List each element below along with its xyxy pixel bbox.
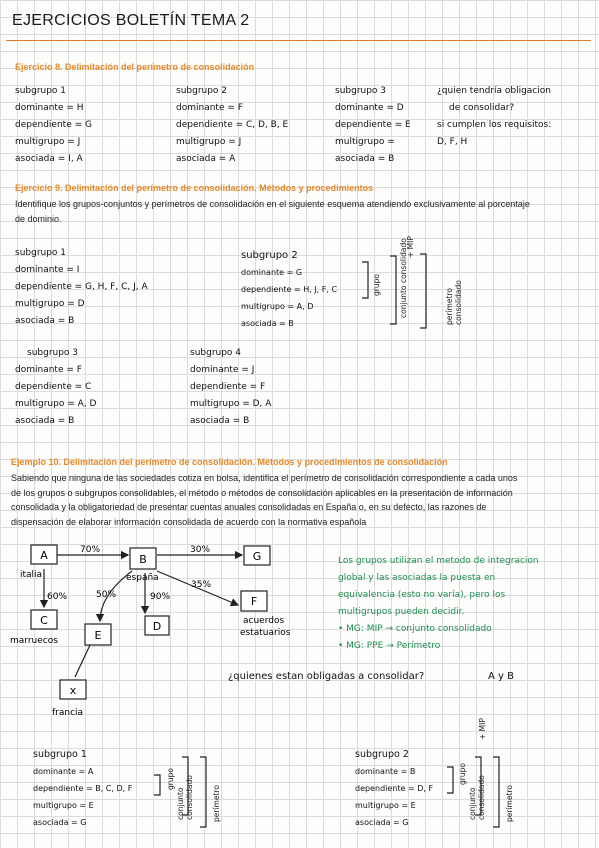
subgroup-line: asociada = B: [241, 319, 294, 328]
ex10-instructions: [11, 471, 517, 529]
subgroup-title: subgrupo 4: [190, 348, 242, 358]
caption-italia: italia: [20, 570, 43, 580]
subgroup-title: subgrupo 3: [27, 348, 79, 358]
instruction-line: Identifique los grupos-conjuntos y perímetros de consolidación en el siguiente esquema atendiendo exclusivamente al porcentaje: [15, 199, 530, 209]
node-f: F: [250, 595, 258, 608]
subgroup-title: subgrupo 2: [176, 86, 228, 96]
node-d: D: [152, 620, 162, 633]
bracket-label-mip: + MIP: [478, 718, 487, 740]
ex10-heading: Ejemplo 10. Delimitación del perímetro de consolidación. Métodos y procedimientos de consolidación: [11, 457, 448, 467]
edge-x-e: [75, 645, 90, 677]
bracket-label-perimetro: perímetro consolidado: [445, 280, 463, 325]
note-line: equivalencia (esto no varía), pero los: [338, 590, 506, 600]
node-c: C: [40, 614, 48, 627]
subgroup-line: asociada = A: [176, 154, 236, 164]
note-line: • MG: MIP → conjunto consolidado: [338, 624, 492, 634]
subgroup-line: dependiente = G: [15, 120, 92, 130]
caption-espana: españa: [126, 573, 159, 583]
subgroup-line: multigrupo = E: [33, 801, 94, 810]
node-x: x: [69, 684, 77, 697]
subgroup-title: subgrupo 1: [15, 86, 67, 96]
subgroup-line: dependiente = E: [335, 120, 411, 130]
note-line: ¿quien tendría obligacion: [437, 86, 551, 96]
subgroup-line: multigrupo = E: [355, 801, 416, 810]
instruction-line: de dominio.: [15, 213, 62, 224]
bracket-label-mip: + MIP: [406, 236, 415, 258]
instruction-line: de los grupos o subgrupos consolidables, el método o métodos de consolidación aplicables en la presentación de información: [11, 487, 513, 498]
subgroup-line: dominante = G: [241, 268, 303, 277]
subgroup-line: dependiente = H, J, F, C: [241, 285, 338, 294]
ex10-subgroup-1: [33, 746, 132, 831]
instruction-line: consolidada y la obligatoriedad de presentar cuentas anuales consolidadas en España o, en su defecto, las razones de: [11, 502, 487, 512]
title-underline: [6, 40, 591, 41]
edge-label: 60%: [47, 592, 68, 602]
ex9-heading: Ejercicio 9. Delimitación del perímetro de consolidación. Métodos y procedimientos: [15, 183, 374, 193]
ex8-subgroup-2: [176, 83, 288, 168]
subgroup-line: dominante = J: [190, 365, 255, 375]
caption-marruecos: marruecos: [10, 636, 58, 646]
subgroup-line: dominante = F: [176, 103, 243, 113]
edge-label: 70%: [80, 545, 101, 555]
ex9-instructions: [15, 197, 530, 226]
note-line: Los grupos utilizan el metodo de integracion: [338, 556, 539, 566]
ex8-subgroup-3: [335, 83, 411, 168]
subgroup-line: multigrupo = A, D: [241, 302, 314, 311]
ex9-subgroup-1: [15, 245, 148, 330]
bracket-label-grupo: grupo: [166, 768, 175, 790]
subgroup-line: multigrupo = J: [176, 137, 242, 147]
subgroup-line: asociada = B: [15, 316, 75, 326]
edge-label: 50%: [96, 590, 117, 600]
subgroup-line: asociada = I, A: [15, 154, 83, 164]
edge-label: 35%: [191, 580, 212, 590]
subgroup-line: dominante = A: [33, 767, 94, 776]
subgroup-line: dominante = I: [15, 265, 80, 275]
bracket-label-grupo: grupo: [372, 274, 381, 296]
subgroup-line: asociada = G: [355, 818, 409, 827]
bracket-label-conjunto: conjunto consolidado: [399, 238, 408, 318]
instruction-line: dispensación de elaborar información consolidada de acuerdo con la normativa española: [11, 516, 367, 527]
bracket-label-conjunto: conjunto consolidado: [468, 775, 486, 820]
bracket-label-conjunto: conjunto consolidado: [176, 775, 194, 820]
bracket-label-grupo: grupo: [458, 763, 467, 785]
subgroup-line: multigrupo = D: [15, 299, 85, 309]
note-line: • MG: PPE → Perímetro: [338, 641, 441, 651]
ex10-answer: A y B: [488, 671, 514, 682]
subgroup-line: dominante = B: [355, 767, 416, 776]
ex8-note: [437, 83, 551, 151]
subgroup-line: dependiente = G, H, F, C, J, A: [15, 282, 148, 292]
caption-estatuarios: estatuarios: [240, 628, 291, 638]
node-g: G: [252, 550, 262, 563]
subgroup-line: multigrupo =: [335, 137, 395, 147]
subgroup-line: dominante = F: [15, 365, 82, 375]
subgroup-title: subgrupo 1: [15, 248, 67, 258]
ex9-subgroup-3: [15, 345, 96, 430]
subgroup-line: dependiente = D, F: [355, 784, 434, 793]
edge-label: 90%: [150, 592, 171, 602]
subgroup-line: dependiente = C: [15, 382, 92, 392]
ex8-subgroup-1: [15, 83, 92, 168]
ex9-subgroup-2: [241, 247, 337, 332]
ownership-diagram: [0, 535, 320, 720]
green-note: [338, 553, 539, 655]
subgroup-title: subgrupo 2: [241, 250, 298, 261]
instruction-line: Sabiendo que ninguna de las sociedades cotiza en bolsa, identifica el perímetro de consolidación correspondiente a cada unos: [11, 473, 518, 483]
caption-francia: francia: [52, 708, 84, 718]
edge-label: 30%: [190, 545, 211, 555]
subgroup-line: asociada = B: [15, 416, 75, 426]
ex8-heading: Ejercicio 8. Delimitación del perímetro de consolidación: [15, 62, 255, 72]
subgroup-line: dominante = H: [15, 103, 84, 113]
note-line: si cumplen los requisitos:: [437, 120, 552, 130]
subgroup-line: dominante = D: [335, 103, 404, 113]
node-b: B: [139, 553, 147, 566]
node-a: A: [40, 549, 48, 562]
subgroup-line: dependiente = F: [190, 382, 266, 392]
bracket-label-perimetro: perímetro: [505, 785, 514, 822]
subgroup-line: asociada = B: [335, 154, 395, 164]
subgroup-title: subgrupo 1: [33, 749, 87, 760]
subgroup-line: dependiente = C, D, B, E: [176, 120, 289, 130]
subgroup-line: asociada = G: [33, 818, 87, 827]
note-line: multigrupos pueden decidir.: [338, 607, 465, 617]
subgroup-line: asociada = B: [190, 416, 250, 426]
note-line: de consolidar?: [449, 103, 515, 113]
subgroup-line: multigrupo = D, A: [190, 399, 272, 409]
ex10-subgroup-2: [355, 746, 433, 831]
subgroup-line: multigrupo = A, D: [15, 399, 97, 409]
page-title: EJERCICIOS BOLETÍN TEMA 2: [12, 12, 250, 29]
subgroup-line: multigrupo = J: [15, 137, 81, 147]
subgroup-line: dependiente = B, C, D, F: [33, 784, 133, 793]
note-line: global y las asociadas la puesta en: [338, 573, 496, 583]
ex10-question: ¿quienes estan obligadas a consolidar?: [228, 671, 425, 682]
note-line: D, F, H: [437, 137, 468, 147]
bracket-label-perimetro: perímetro: [212, 785, 221, 822]
ex9-subgroup-4: [190, 345, 271, 430]
subgroup-title: subgrupo 2: [355, 749, 409, 760]
caption-acuerdos: acuerdos: [243, 616, 285, 626]
node-e: E: [94, 629, 102, 642]
subgroup-title: subgrupo 3: [335, 86, 387, 96]
